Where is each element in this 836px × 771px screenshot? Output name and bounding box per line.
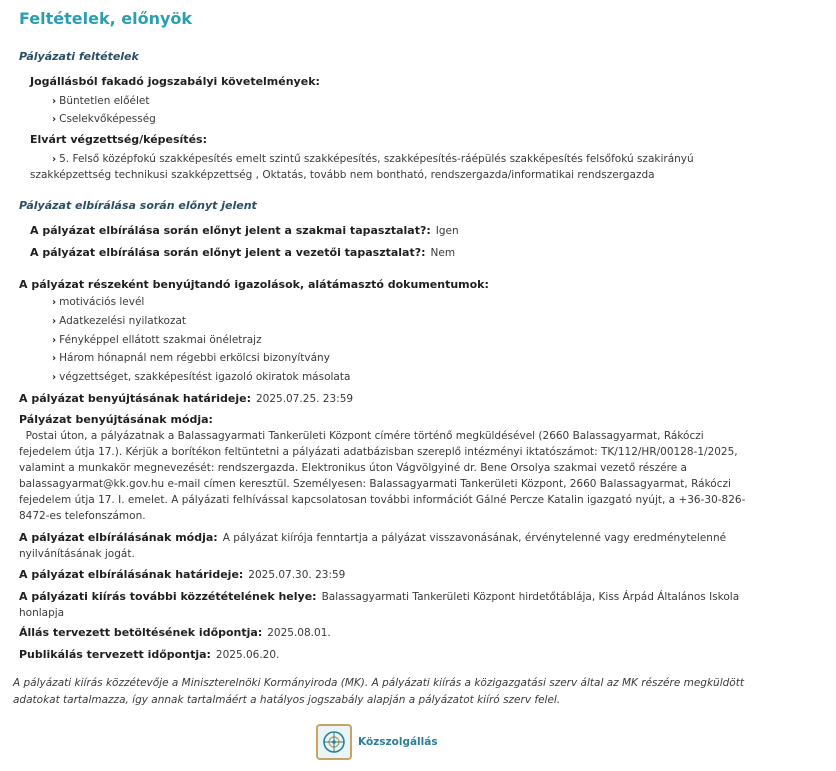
publication-place-block — [19, 588, 739, 622]
advantage-professional-row: A pályázat elbírálása során előnyt jelent a szakmai tapasztalat?: Igen — [30, 224, 459, 237]
chevron-right-icon: › — [52, 96, 57, 107]
submission-line: balassagyarmat@kk.gov.hu e-mail címen keresztül. Személyesen: Balassagyarmati Tankerületi Központ, 2660 Balassagyarmat, Rákóczi — [19, 478, 731, 490]
evaluation-method-text-cont: nyilvánításának jogát. — [19, 548, 135, 560]
evaluation-method-text: A pályázat kiírója fenntartja a pályázat visszavonásának, érvénytelenné vagy eredménytelenné — [222, 532, 727, 544]
education-continuation: szakképzettség technikusi szakképzettség , Oktatás, tovább nem bontható, rendszergazda/informatikai rendszergazda — [30, 169, 655, 181]
chevron-right-icon: › — [52, 316, 57, 327]
submission-line: 8472-es telefonszámon. — [19, 510, 146, 522]
documents-label: A pályázat részeként benyújtandó igazolások, alátámasztó dokumentumok: — [19, 278, 489, 291]
publication-place-label: A pályázati kiírás további közzétételének helye: — [19, 590, 317, 603]
list-item: › végzettséget, szakképesítést igazoló okiratok másolata — [52, 371, 351, 383]
start-date-row: Állás tervezett betöltésének időpontja: 2025.08.01. — [19, 626, 331, 639]
footer-note-line: adatokat tartalmazza, így annak tartalmáért a hatályos jogszabály alapján a pályázatot kiíró szerv felel. — [13, 694, 561, 706]
submission-line: fejedelem útja 17. I. emelet. A pályázati felhívással kapcsolatosan további információt Gálné Percze Katalin igazgató nyújt, a +36-30-826- — [19, 494, 746, 506]
kozszolgallas-logo-icon — [316, 724, 352, 760]
list-item: › 5. Felső középfokú szakképesítés emelt szintű szakképesítés, szakképesítés-ráépülés szakképesítés felsőfokú szakirányú — [52, 153, 694, 165]
publication-place-text-cont: honlapja — [19, 607, 65, 619]
list-item: › Büntetlen előélet — [52, 95, 150, 107]
chevron-right-icon: › — [52, 297, 57, 308]
logo-text: Közszolgállás — [358, 736, 438, 748]
list-item: › Három hónapnál nem régebbi erkölcsi bizonyítvány — [52, 352, 330, 364]
submission-line: valamint a munkakör megnevezését: rendszergazda. Elektronikus úton Vágvölgyiné dr. Bene Orsolya szakmai vezető részére a — [19, 462, 687, 474]
chevron-right-icon: › — [52, 154, 57, 165]
education-label: Elvárt végzettség/képesítés: — [30, 133, 207, 146]
section-title-advantages: Pályázat elbírálása során előnyt jelent — [19, 199, 257, 212]
submission-method-block — [19, 411, 746, 525]
advantage-management-row: A pályázat elbírálása során előnyt jelent a vezetői tapasztalat?: Nem — [30, 246, 456, 259]
submission-line: fejedelem útja 17.). Kérjük a borítékon feltüntetni a pályázati adatbázisban szereplő intézményi iktatószámot: TK/112/HR/00128-1/2025, — [19, 446, 738, 458]
submission-method-label: Pályázat benyújtásának módja: — [19, 413, 213, 426]
legal-requirements-label: Jogállásból fakadó jogszabályi követelmények: — [30, 75, 320, 88]
submission-line: Postai úton, a pályázatnak a Balassagyarmati Tankerületi Központ címére történő megküldésével (2660 Balassagyarmat, Rákóczi — [19, 430, 704, 442]
chevron-right-icon: › — [52, 372, 57, 383]
page-title: Feltételek, előnyök — [19, 9, 193, 28]
chevron-right-icon: › — [52, 353, 57, 364]
publication-place-text: Balassagyarmati Tankerületi Központ hirdetőtáblája, Kiss Árpád Általános Iskola — [321, 591, 740, 603]
list-item: › Fényképpel ellátott szakmai önéletrajz — [52, 334, 262, 346]
evaluation-method-label: A pályázat elbírálásának módja: — [19, 531, 218, 544]
submission-deadline-row: A pályázat benyújtásának határideje: 2025.07.25. 23:59 — [19, 392, 354, 405]
list-item: › Cselekvőképesség — [52, 113, 156, 125]
list-item: › motivációs levél — [52, 296, 145, 308]
chevron-right-icon: › — [52, 114, 57, 125]
kozszolgallas-logo[interactable] — [316, 722, 438, 762]
section-title-conditions: Pályázati feltételek — [19, 50, 139, 63]
list-item: › Adatkezelési nyilatkozat — [52, 315, 187, 327]
footer-note — [13, 675, 753, 709]
footer-note-line: A pályázati kiírás közzétevője a Miniszterelnöki Kormányiroda (MK). A pályázati kiírás a közigazgatási szerv által az MK részére megküldött — [13, 677, 744, 689]
chevron-right-icon: › — [52, 335, 57, 346]
evaluation-method-block — [19, 529, 739, 563]
evaluation-deadline-row: A pályázat elbírálásának határideje: 2025.07.30. 23:59 — [19, 568, 346, 581]
publish-date-row: Publikálás tervezett időpontja: 2025.06.20. — [19, 648, 280, 661]
